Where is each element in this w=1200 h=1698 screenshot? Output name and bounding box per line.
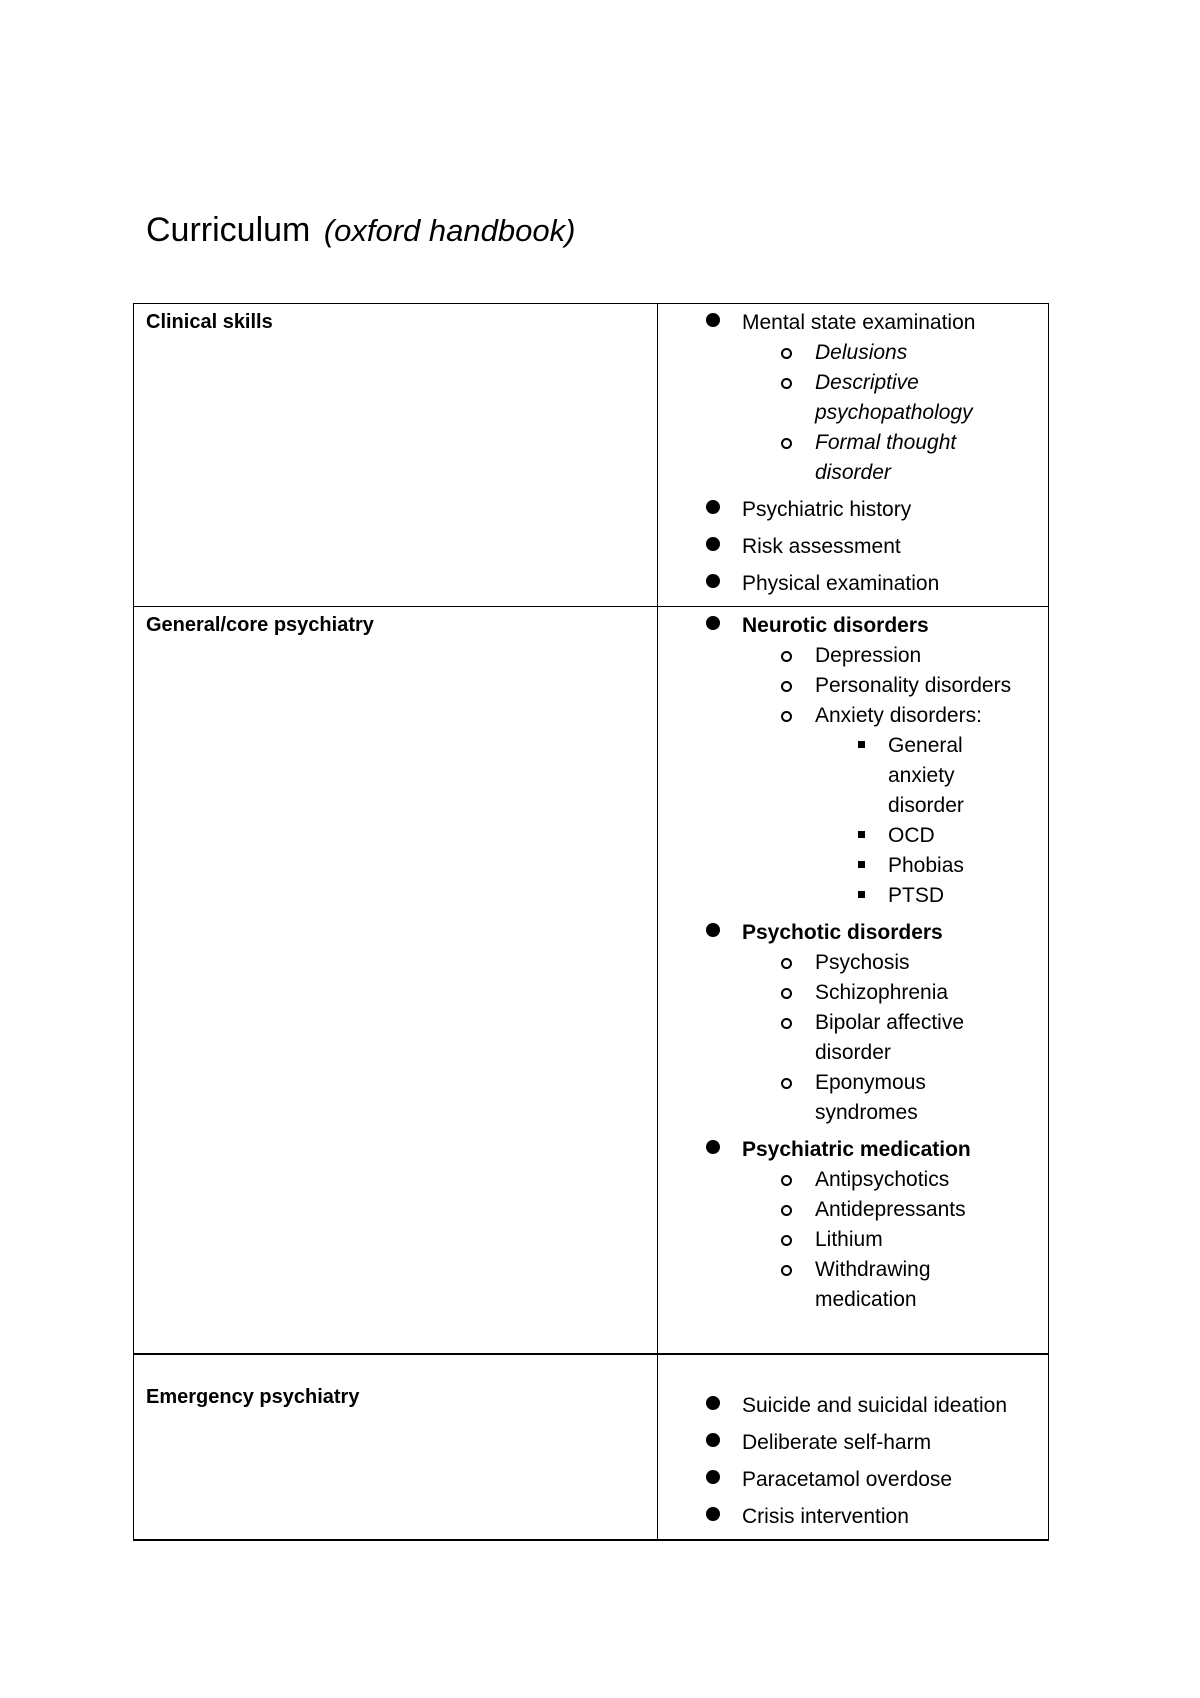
curriculum-table <box>133 303 1049 1541</box>
topic-label: Psychiatric medication <box>742 1138 971 1161</box>
list-item <box>815 368 1048 428</box>
list-item <box>815 1165 1048 1195</box>
list-item <box>742 532 1048 562</box>
topics-cell <box>658 1354 1049 1540</box>
topic-label: Mental state examination <box>742 311 976 334</box>
topic-label: Neurotic disorders <box>742 614 929 637</box>
topic-label: Paracetamol overdose <box>742 1468 953 1491</box>
bullet-square-icon <box>858 831 865 838</box>
subtopic-label: Lithium <box>815 1228 883 1251</box>
bullet-circle-icon <box>781 1205 792 1216</box>
list-item <box>815 641 1048 671</box>
category-cell <box>134 1354 658 1540</box>
bullet-circle-icon <box>781 958 792 969</box>
list-item <box>742 1502 1048 1532</box>
list-item <box>742 569 1048 599</box>
subsubtopic-list <box>815 731 1048 911</box>
bullet-circle-icon <box>781 651 792 662</box>
topic-label: Suicide and suicidal ideation <box>742 1394 1008 1417</box>
bullet-disc-icon <box>706 923 720 937</box>
topic-label: Psychotic disorders <box>742 921 943 944</box>
list-item <box>815 701 1048 911</box>
category-cell <box>134 304 658 607</box>
subtopic-label: Schizophrenia <box>815 981 949 1004</box>
list-item <box>815 978 1048 1008</box>
list-item <box>742 1465 1048 1495</box>
bullet-disc-icon <box>706 1470 720 1484</box>
subsubtopic-label: PTSD <box>888 884 945 907</box>
topic-label: Crisis intervention <box>742 1505 909 1528</box>
topic-label: Psychiatric history <box>742 498 912 521</box>
subtopic-label: Delusions <box>815 341 908 364</box>
list-item <box>742 611 1048 911</box>
list-item <box>742 918 1048 1128</box>
subtopic-label: Anxiety disorders: <box>815 704 982 727</box>
bullet-square-icon <box>858 741 865 748</box>
category-label: General/core psychiatry <box>146 614 374 636</box>
bullet-square-icon <box>858 891 865 898</box>
bullet-circle-icon <box>781 1175 792 1186</box>
subtopic-list <box>742 641 1048 911</box>
list-item <box>815 428 1048 488</box>
bullet-disc-icon <box>706 1507 720 1521</box>
bullet-circle-icon <box>781 1235 792 1246</box>
title-main: Curriculum <box>146 211 311 249</box>
list-item <box>815 1225 1048 1255</box>
bullet-disc-icon <box>706 313 720 327</box>
page-title <box>146 210 575 251</box>
bullet-disc-icon <box>706 574 720 588</box>
bullet-disc-icon <box>706 537 720 551</box>
bullet-circle-icon <box>781 681 792 692</box>
list-item <box>888 851 1048 881</box>
list-item <box>742 495 1048 525</box>
topics-cell <box>658 304 1049 607</box>
topic-label: Deliberate self-harm <box>742 1431 932 1454</box>
list-item <box>888 881 1048 911</box>
bullet-circle-icon <box>781 1018 792 1029</box>
subtopic-label: Personality disorders <box>815 674 1012 697</box>
subsubtopic-label: OCD <box>888 824 935 847</box>
subtopic-label: Psychosis <box>815 951 910 974</box>
subtopic-label: Eponymous syndromes <box>815 1071 926 1124</box>
bullet-circle-icon <box>781 378 792 389</box>
list-item <box>815 671 1048 701</box>
bullet-circle-icon <box>781 1078 792 1089</box>
subtopic-label: Antidepressants <box>815 1198 966 1221</box>
topic-list <box>658 308 1048 599</box>
bullet-disc-icon <box>706 1396 720 1410</box>
topic-label: Physical examination <box>742 572 940 595</box>
subtopic-label: Formal thought disorder <box>815 431 957 484</box>
list-item <box>888 821 1048 851</box>
table-row <box>134 304 1049 607</box>
list-item <box>815 1195 1048 1225</box>
bullet-disc-icon <box>706 1140 720 1154</box>
list-item <box>815 338 1048 368</box>
category-cell <box>134 607 658 1355</box>
list-item <box>742 1391 1048 1421</box>
subtopic-label: Withdrawing medication <box>815 1258 931 1311</box>
topic-list <box>658 611 1048 1315</box>
topics-cell <box>658 607 1049 1355</box>
bullet-square-icon <box>858 861 865 868</box>
list-item <box>742 308 1048 488</box>
bullet-disc-icon <box>706 616 720 630</box>
subtopic-list <box>742 948 1048 1128</box>
list-item <box>742 1428 1048 1458</box>
bullet-circle-icon <box>781 711 792 722</box>
category-label: Clinical skills <box>146 311 273 333</box>
subtopic-label: Descriptive psychopathology <box>815 371 973 424</box>
bullet-circle-icon <box>781 348 792 359</box>
table-row <box>134 607 1049 1355</box>
subtopic-list <box>742 338 1048 488</box>
bullet-circle-icon <box>781 988 792 999</box>
subtopic-label: Antipsychotics <box>815 1168 950 1191</box>
topic-list <box>658 1391 1048 1532</box>
subtopic-label: Depression <box>815 644 922 667</box>
bullet-disc-icon <box>706 500 720 514</box>
list-item <box>742 1135 1048 1315</box>
category-label: Emergency psychiatry <box>146 1386 360 1408</box>
subtopic-list <box>742 1165 1048 1315</box>
list-item <box>815 948 1048 978</box>
list-item <box>815 1255 1048 1315</box>
subtopic-label: Bipolar affective disorder <box>815 1011 965 1064</box>
bullet-circle-icon <box>781 438 792 449</box>
subsubtopic-label: Phobias <box>888 854 964 877</box>
list-item <box>815 1068 1048 1128</box>
list-item <box>888 731 1048 821</box>
subsubtopic-label: General anxiety disorder <box>888 734 964 817</box>
bullet-circle-icon <box>781 1265 792 1276</box>
table-row <box>134 1354 1049 1540</box>
topic-label: Risk assessment <box>742 535 901 558</box>
list-item <box>815 1008 1048 1068</box>
bullet-disc-icon <box>706 1433 720 1447</box>
title-subtitle: (oxford handbook) <box>323 213 576 248</box>
